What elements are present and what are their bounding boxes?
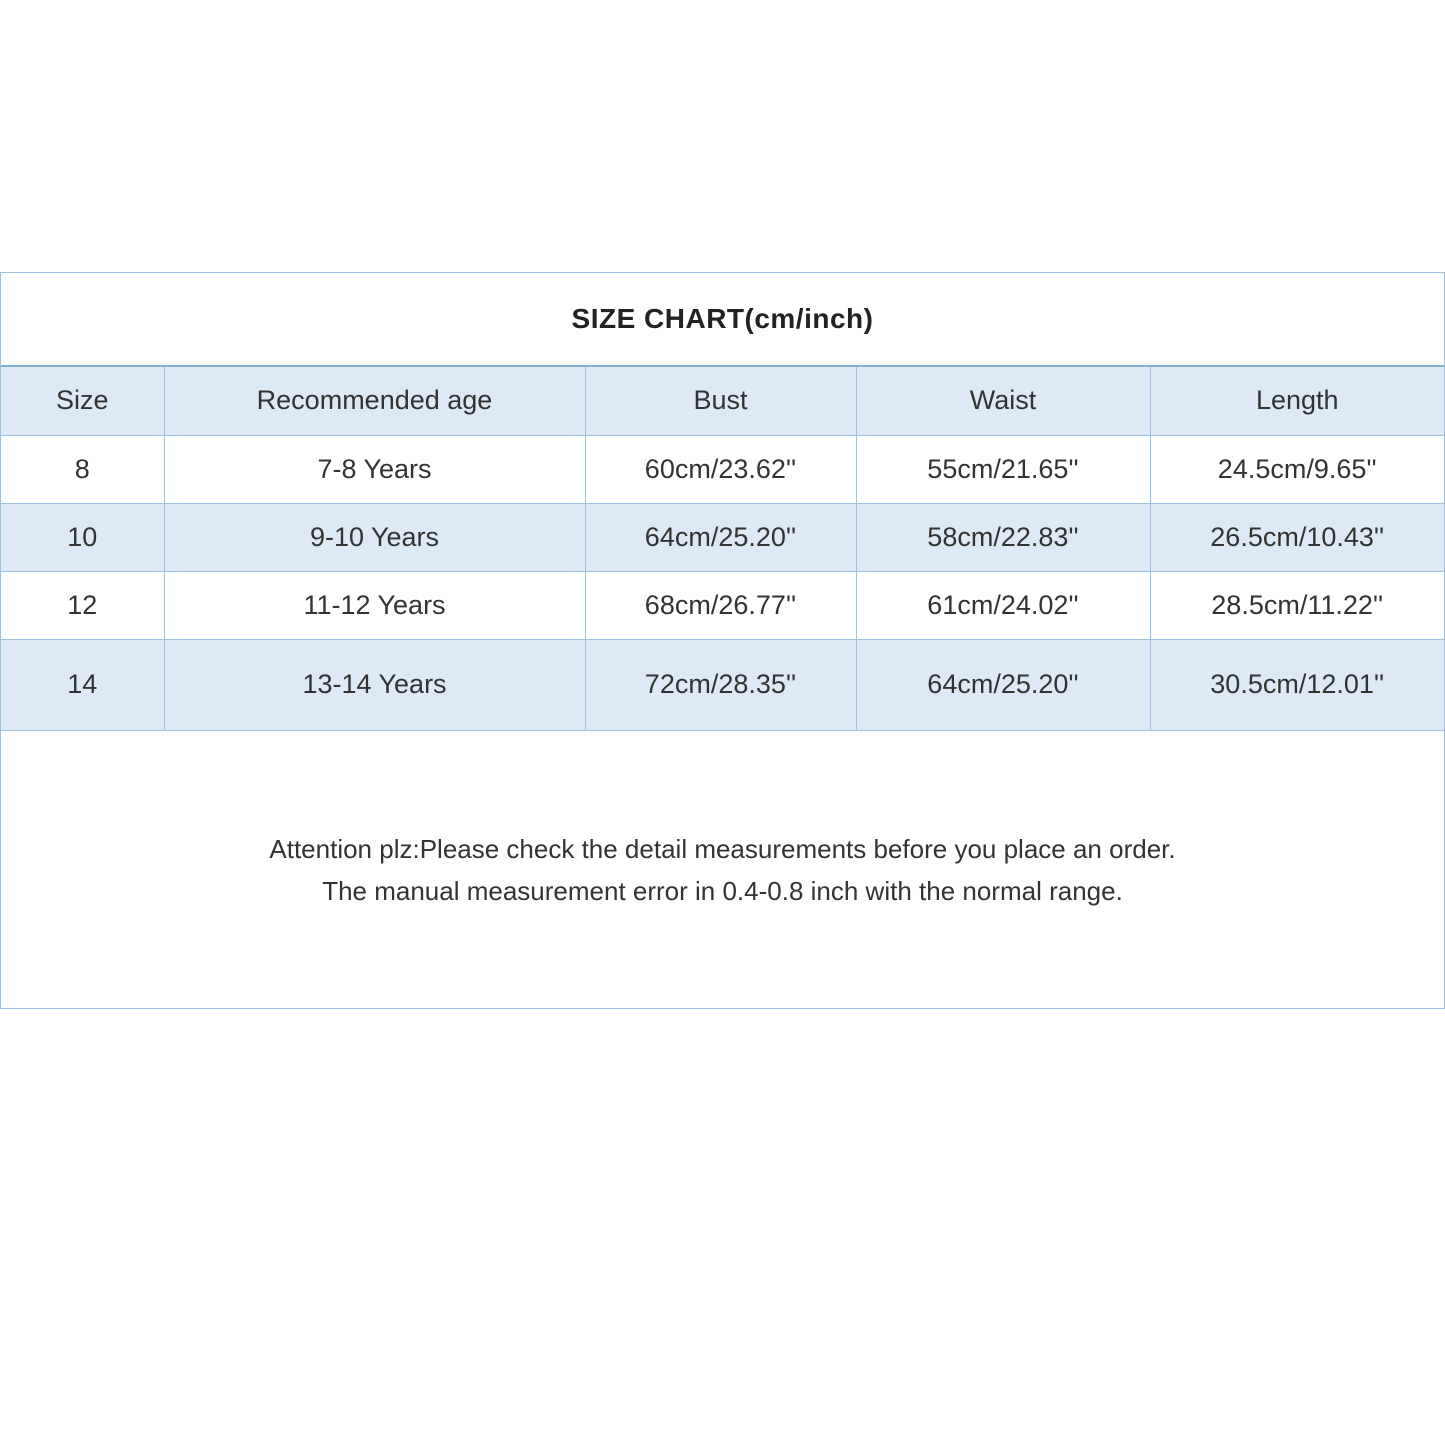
size-table bbox=[1, 367, 1444, 731]
cell-waist: 55cm/21.65'' bbox=[856, 435, 1150, 503]
cell-length: 24.5cm/9.65'' bbox=[1150, 435, 1444, 503]
cell-size: 8 bbox=[1, 435, 164, 503]
cell-bust: 72cm/28.35'' bbox=[585, 639, 856, 730]
header-length: Length bbox=[1150, 367, 1444, 435]
header-recommended-age: Recommended age bbox=[164, 367, 585, 435]
cell-size: 12 bbox=[1, 571, 164, 639]
note-line: The manual measurement error in 0.4-0.8 inch with the normal range. bbox=[322, 876, 1123, 906]
table-row bbox=[1, 435, 1444, 503]
table-row bbox=[1, 639, 1444, 730]
cell-length: 28.5cm/11.22'' bbox=[1150, 571, 1444, 639]
cell-bust: 64cm/25.20'' bbox=[585, 503, 856, 571]
cell-length: 26.5cm/10.43'' bbox=[1150, 503, 1444, 571]
cell-bust: 60cm/23.62'' bbox=[585, 435, 856, 503]
cell-size: 14 bbox=[1, 639, 164, 730]
cell-waist: 58cm/22.83'' bbox=[856, 503, 1150, 571]
cell-waist: 61cm/24.02'' bbox=[856, 571, 1150, 639]
attention-note bbox=[1, 828, 1444, 912]
table-row bbox=[1, 503, 1444, 571]
cell-age: 7-8 Years bbox=[164, 435, 585, 503]
cell-length: 30.5cm/12.01'' bbox=[1150, 639, 1444, 730]
table-header-row bbox=[1, 367, 1444, 435]
cell-waist: 64cm/25.20'' bbox=[856, 639, 1150, 730]
note-line: Attention plz:Please check the detail measurements before you place an order. bbox=[269, 834, 1176, 864]
cell-size: 10 bbox=[1, 503, 164, 571]
cell-bust: 68cm/26.77'' bbox=[585, 571, 856, 639]
header-bust: Bust bbox=[585, 367, 856, 435]
cell-age: 13-14 Years bbox=[164, 639, 585, 730]
table-row bbox=[1, 571, 1444, 639]
header-size: Size bbox=[1, 367, 164, 435]
chart-title: SIZE CHART(cm/inch) bbox=[1, 273, 1444, 367]
size-chart bbox=[0, 272, 1445, 1009]
cell-age: 11-12 Years bbox=[164, 571, 585, 639]
cell-age: 9-10 Years bbox=[164, 503, 585, 571]
header-waist: Waist bbox=[856, 367, 1150, 435]
